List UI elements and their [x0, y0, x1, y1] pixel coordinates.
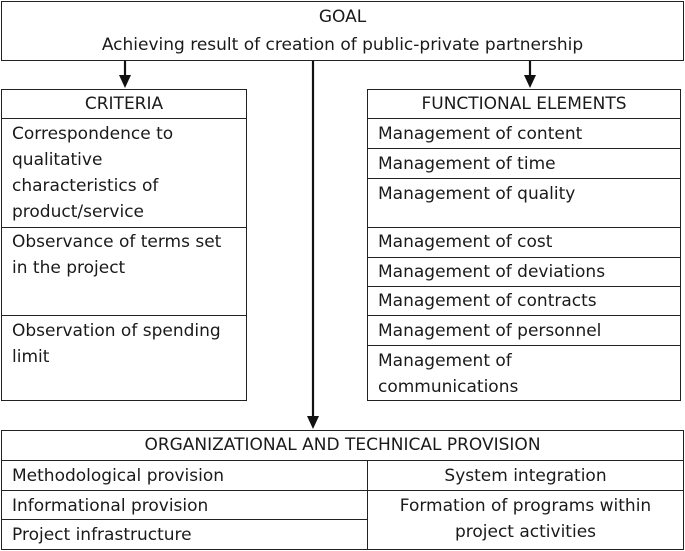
functional-item-text: Management of quality	[378, 184, 576, 204]
goal-subtitle: Achieving result of creation of public-private partnership	[101, 35, 584, 55]
criteria-item-text: Observance of terms set	[12, 232, 222, 252]
organizational-right-item: System integration	[444, 466, 607, 486]
functional-title: FUNCTIONAL ELEMENTS	[421, 94, 627, 114]
organizational-left-item: Methodological provision	[12, 466, 225, 486]
functional-item-text: Management of deviations	[378, 262, 606, 282]
arrowhead-organizational	[307, 416, 319, 429]
functional-item-text: Management of cost	[378, 232, 553, 252]
goal-title: GOAL	[318, 7, 367, 27]
functional-item-text: Management of	[378, 351, 512, 371]
organizational-right-item: Formation of programs within	[399, 496, 652, 516]
criteria-item-text: Correspondence to	[12, 124, 174, 144]
functional-item-text: Management of contracts	[378, 291, 597, 311]
criteria-item-text: characteristics of	[12, 176, 159, 196]
criteria-item-text: limit	[12, 347, 50, 367]
arrowhead-functional	[524, 75, 536, 88]
functional-item-text: Management of content	[378, 124, 583, 144]
arrowhead-criteria	[119, 75, 131, 88]
functional-item-text: Management of personnel	[378, 321, 602, 341]
criteria-title: CRITERIA	[84, 94, 164, 114]
criteria-item-text: product/service	[12, 202, 145, 222]
criteria-item-text: qualitative	[12, 150, 103, 170]
functional-item-text: communications	[378, 377, 519, 397]
criteria-item-text: in the project	[12, 258, 126, 278]
organizational-title: ORGANIZATIONAL AND TECHNICAL PROVISION	[144, 435, 541, 455]
criteria-item-text: Observation of spending	[12, 321, 221, 341]
organizational-right-item: project activities	[454, 522, 597, 542]
organizational-left-item: Project infrastructure	[12, 525, 192, 545]
organizational-left-item: Informational provision	[12, 496, 209, 516]
functional-item-text: Management of time	[378, 154, 556, 174]
